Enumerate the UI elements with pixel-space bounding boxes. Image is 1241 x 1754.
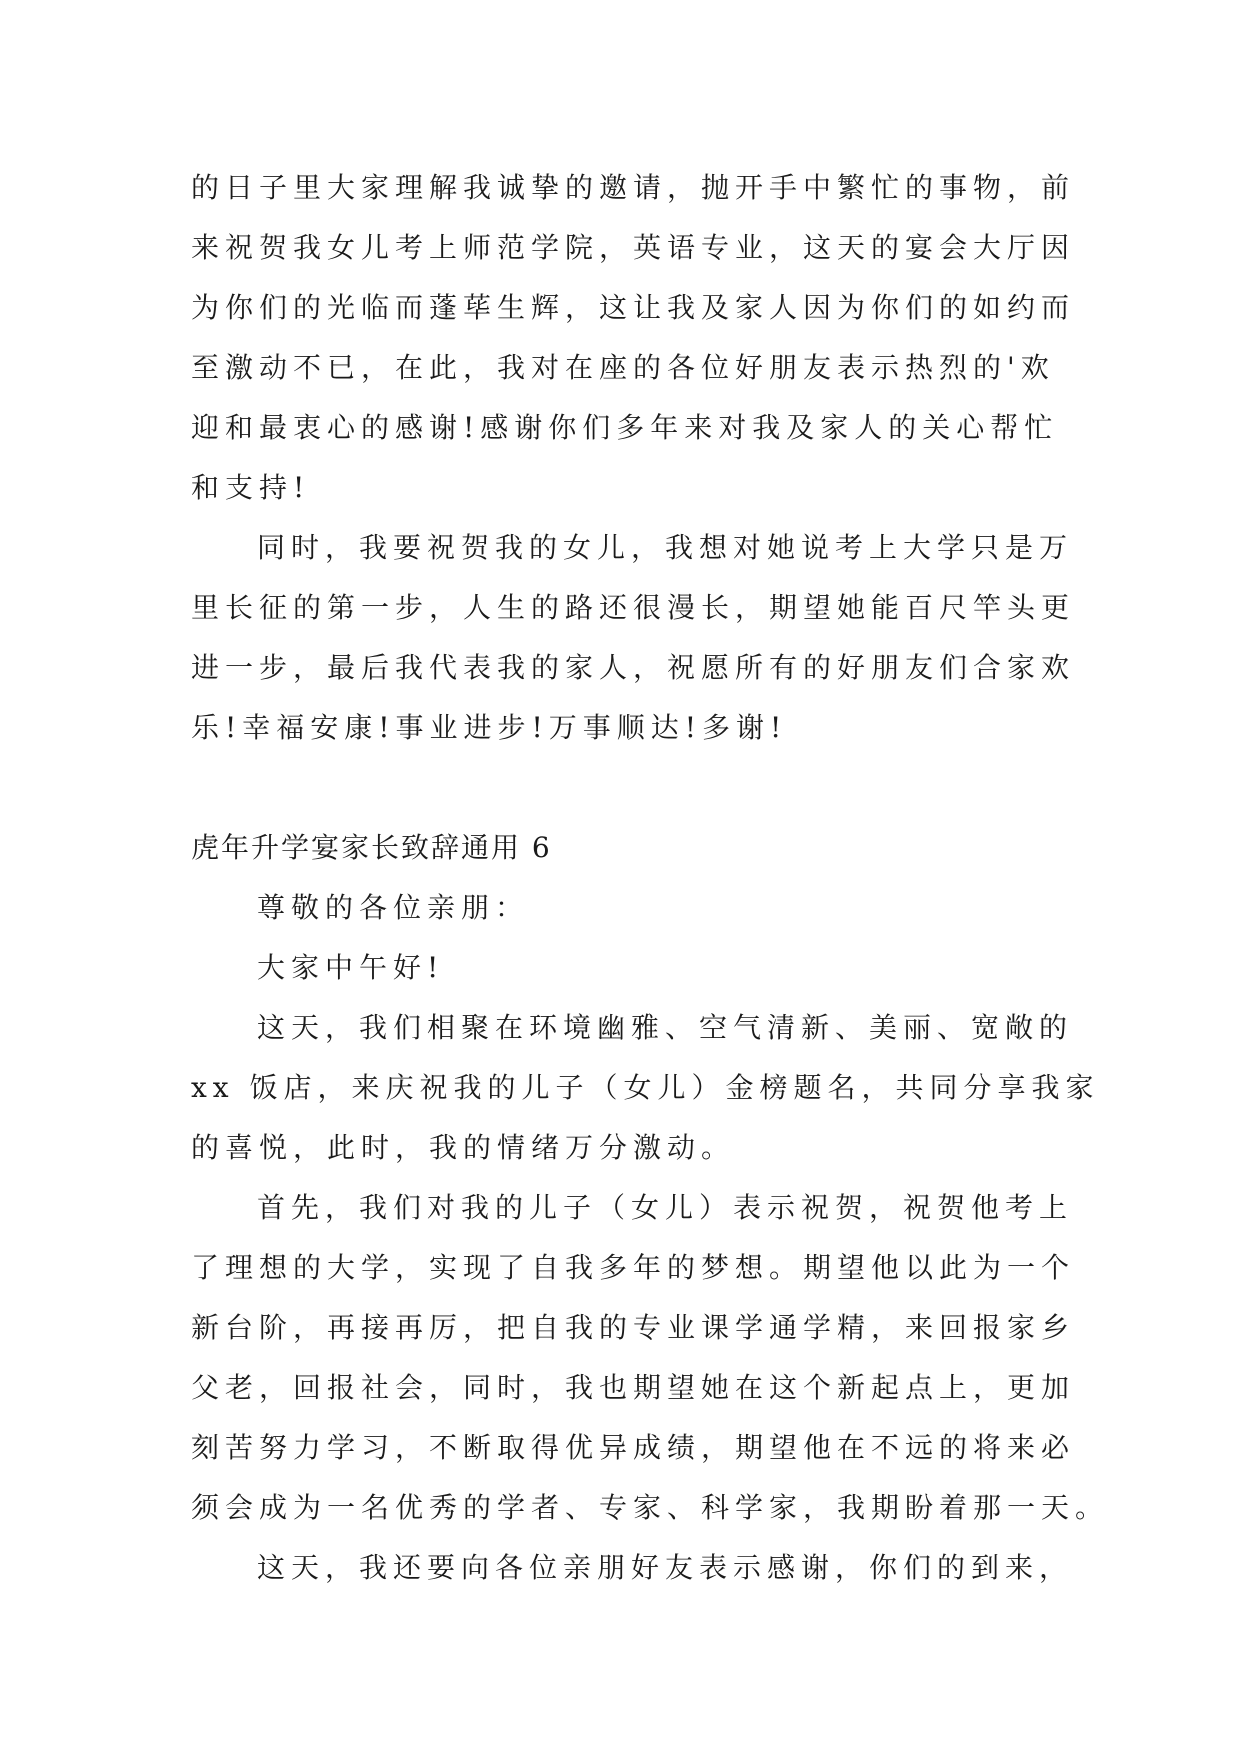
- text-line: 迎和最衷心的感谢!感谢你们多年来对我及家人的关心帮忙: [191, 411, 1059, 444]
- text-line: 里长征的第一步，人生的路还很漫长，期望她能百尺竿头更: [191, 591, 1076, 624]
- greeting: 大家中午好!: [257, 951, 445, 984]
- text-line: 的日子里大家理解我诚挚的邀请，抛开手中繁忙的事物，前: [191, 171, 1076, 204]
- paragraph-thanks-guests: [191, 158, 1076, 518]
- section-title: 虎年升学宴家长致辞通用 6: [191, 831, 552, 864]
- text-line: 和支持!: [191, 471, 311, 504]
- text-line: 至激动不已，在此，我对在座的各位好朋友表示热烈的'欢: [191, 351, 1055, 384]
- paragraph-gathering: [191, 998, 1100, 1178]
- text-line: 新台阶，再接再厉，把自我的专业课学通学精，来回报家乡: [191, 1311, 1076, 1344]
- paragraph-congratulate-child: [191, 1178, 1110, 1538]
- text-line: 了理想的大学，实现了自我多年的梦想。期望他以此为一个: [191, 1251, 1076, 1284]
- text-line: 的喜悦，此时，我的情绪万分激动。: [191, 1131, 736, 1164]
- section-gap: [191, 758, 1051, 818]
- text-line: 来祝贺我女儿考上师范学院，英语专业，这天的宴会大厅因: [191, 231, 1076, 264]
- paragraph-thanks-relatives: [191, 1538, 1074, 1598]
- document-body: [191, 158, 1110, 1598]
- text-line: xx 饭店，来庆祝我的儿子（女儿）金榜题名，共同分享我家: [191, 1071, 1100, 1104]
- salutation: 尊敬的各位亲朋：: [257, 891, 530, 924]
- text-line: 首先，我们对我的儿子（女儿）表示祝贺，祝贺他考上: [257, 1191, 1074, 1224]
- text-line: 须会成为一名优秀的学者、专家、科学家，我期盼着那一天。: [191, 1491, 1110, 1524]
- text-line: 为你们的光临而蓬荜生辉，这让我及家人因为你们的如约而: [191, 291, 1076, 324]
- text-line: 这天，我们相聚在环境幽雅、空气清新、美丽、宽敞的: [257, 1011, 1074, 1044]
- text-line: 进一步，最后我代表我的家人，祝愿所有的好朋友们合家欢: [191, 651, 1076, 684]
- text-line: 刻苦努力学习，不断取得优异成绩，期望他在不远的将来必: [191, 1431, 1076, 1464]
- text-line: 这天，我还要向各位亲朋好友表示感谢，你们的到来，: [257, 1551, 1074, 1584]
- text-line: 乐!幸福安康!事业进步!万事顺达!多谢!: [191, 711, 788, 744]
- paragraph-congratulate-daughter: [191, 518, 1076, 758]
- text-line: 同时，我要祝贺我的女儿，我想对她说考上大学只是万: [257, 531, 1074, 564]
- text-line: 父老，回报社会，同时，我也期望她在这个新起点上，更加: [191, 1371, 1076, 1404]
